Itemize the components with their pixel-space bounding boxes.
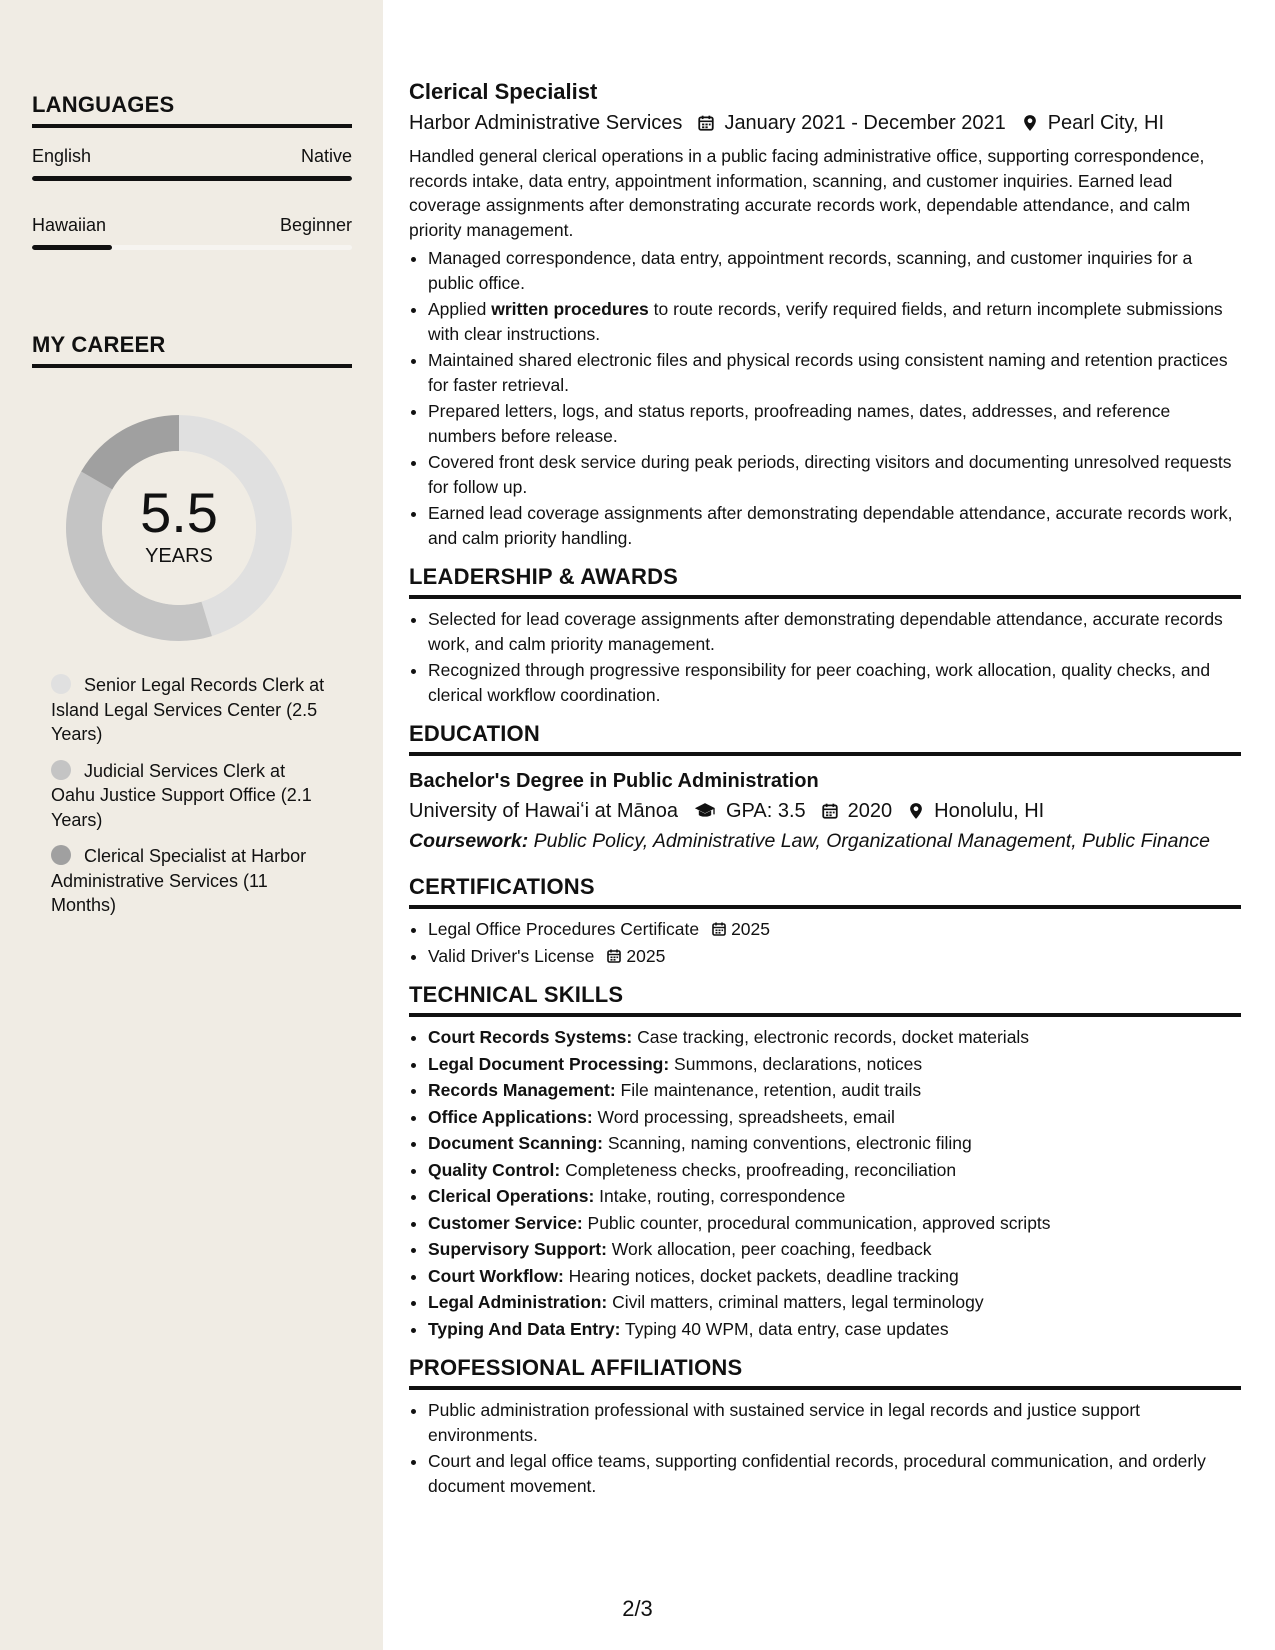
education-meta	[409, 796, 1241, 826]
bullet-text: Earned lead coverage assignments after demonstrating dependable attendance, accurate records work, and calm priority handling.	[428, 503, 1233, 548]
career-donut-chart	[66, 415, 292, 641]
affiliations-list	[409, 1398, 1241, 1498]
career-legend-text: Judicial Services Clerk at Oahu Justice Support Office (2.1 Years)	[51, 760, 312, 830]
skill-value: File maintenance, retention, audit trails	[615, 1080, 922, 1100]
language-proficiency-fill	[32, 176, 352, 181]
job-bullet	[428, 297, 1241, 346]
language-item	[32, 146, 352, 181]
education-degree: Bachelor's Degree in Public Administration	[409, 770, 819, 792]
affiliation-item: • Court and legal office teams, supporting confidential records, procedural communication, and orderly document movement.	[428, 1449, 1241, 1498]
skill-label: Document Scanning:	[428, 1133, 604, 1153]
bullet-text: Managed correspondence, data entry, appointment records, scanning, and customer inquiries for a public office.	[428, 248, 1193, 293]
skill-item	[428, 1078, 1241, 1103]
skill-value: Word processing, spreadsheets, email	[592, 1106, 895, 1127]
career-total	[66, 415, 292, 641]
education-location: Honolulu, HI	[934, 800, 1045, 822]
career-legend-item	[51, 844, 331, 918]
skill-label: Quality Control:	[428, 1159, 561, 1180]
location-pin-icon	[1020, 113, 1040, 133]
skill-label: Legal Administration:	[428, 1292, 608, 1312]
skills-list	[409, 1025, 1241, 1341]
language-name: Hawaiian	[32, 215, 107, 235]
job-location: Pearl City, HI	[1047, 112, 1165, 134]
graduation-cap-icon	[692, 801, 718, 821]
language-name: English	[32, 146, 92, 166]
language-proficiency-bar	[32, 176, 352, 181]
career-heading: MY CAREER	[32, 332, 352, 368]
languages-heading: LANGUAGES	[32, 92, 352, 128]
bullet-text: Applied	[428, 299, 492, 319]
career-total-value: 5.5	[140, 480, 218, 544]
legend-dot	[51, 760, 71, 780]
certification-item	[428, 944, 1241, 969]
leadership-item: • Recognized through progressive responsibility for peer coaching, work allocation, quality checks, and clerical workflow coordination.	[428, 658, 1241, 707]
education-gpa: GPA: 3.5	[726, 800, 806, 822]
skill-value: Civil matters, criminal matters, legal terminology	[607, 1292, 984, 1312]
job-bullet	[428, 348, 1241, 397]
education-coursework	[409, 826, 1241, 856]
skill-label: Customer Service:	[428, 1212, 583, 1233]
education-school: University of Hawaiʻi at Mānoa	[409, 800, 678, 822]
skill-label: Records Management:	[428, 1080, 616, 1100]
job-company: Harbor Administrative Services	[409, 112, 683, 134]
skill-value: Typing 40 WPM, data entry, case updates	[620, 1318, 949, 1339]
certifications-heading: CERTIFICATIONS	[409, 874, 1241, 909]
career-legend-text: Senior Legal Records Clerk at Island Legal Services Center (2.5 Years)	[51, 675, 325, 744]
page-number-text: 2/3	[622, 1596, 653, 1621]
education-year: 2020	[847, 800, 893, 822]
skill-item	[428, 1184, 1241, 1209]
skill-value: Case tracking, electronic records, docket materials	[632, 1027, 1030, 1047]
skill-item	[428, 1211, 1241, 1236]
location-pin-icon	[906, 801, 926, 821]
leadership-item: • Selected for lead coverage assignments after demonstrating dependable attendance, accurate records work, and calm priority management.	[428, 607, 1241, 656]
career-total-unit: YEARS	[145, 544, 213, 567]
certification-year: 2025	[626, 945, 666, 966]
skill-label: Court Workflow:	[428, 1265, 564, 1286]
page-number	[0, 1596, 1275, 1622]
language-item	[32, 215, 352, 250]
career-legend-item	[51, 673, 331, 747]
skill-item	[428, 1052, 1241, 1077]
main-content	[409, 76, 1241, 1500]
calendar-icon	[711, 921, 727, 937]
bullet-bold-text: written procedures	[491, 299, 649, 319]
calendar-icon	[696, 113, 716, 133]
legend-dot	[51, 845, 71, 865]
job-title: Clerical Specialist	[409, 79, 598, 104]
job-meta	[409, 108, 1241, 138]
job-summary: Handled general clerical operations in a public facing administrative office, supporting correspondence, records intake, data entry, appointment information, scanning, and customer inquiries. Earned lead coverage assignments after demonstrating accurate records work, dependable attendance, and calm priority management.	[409, 146, 1205, 240]
skill-value: Intake, routing, correspondence	[594, 1186, 846, 1206]
skill-item	[428, 1237, 1241, 1262]
languages-section	[32, 92, 352, 250]
job-bullet	[428, 501, 1241, 550]
bullet-text: Maintained shared electronic files and physical records using consistent naming and retention practices for faster retrieval.	[428, 350, 1228, 395]
skill-value: Summons, declarations, notices	[669, 1053, 923, 1074]
bullet-text: Covered front desk service during peak periods, directing visitors and documenting unresolved requests for follow up.	[428, 452, 1232, 497]
affiliations-heading: PROFESSIONAL AFFILIATIONS	[409, 1355, 1241, 1390]
calendar-icon	[606, 948, 622, 964]
skill-value: Work allocation, peer coaching, feedback	[606, 1239, 932, 1259]
bullet-text: to route records, verify required fields, and return incomplete submissions with clear instructions.	[428, 299, 1223, 344]
education-heading: EDUCATION	[409, 721, 1241, 756]
job-bullets	[409, 246, 1241, 550]
career-legend	[51, 673, 331, 930]
certification-item	[428, 917, 1241, 942]
bullet-text: Prepared letters, logs, and status reports, proofreading names, dates, addresses, and reference numbers before release.	[428, 401, 1171, 446]
skill-item	[428, 1317, 1241, 1342]
skill-label: Office Applications:	[428, 1106, 593, 1127]
skill-item	[428, 1105, 1241, 1130]
legend-dot	[51, 674, 71, 694]
certification-name: • Valid Driver's License	[428, 945, 595, 966]
language-proficiency-bar	[32, 245, 352, 250]
skill-item	[428, 1158, 1241, 1183]
career-legend-text: Clerical Specialist at Harbor Administrative Services (11 Months)	[51, 846, 307, 915]
skill-label: Supervisory Support:	[428, 1239, 607, 1259]
job-bullet	[428, 450, 1241, 499]
career-section	[32, 332, 352, 368]
certification-name: • Legal Office Procedures Certificate	[428, 919, 700, 939]
language-proficiency-fill	[32, 245, 112, 250]
skill-value: Public counter, procedural communication, approved scripts	[582, 1212, 1051, 1233]
skill-item	[428, 1025, 1241, 1050]
skill-label: Typing And Data Entry:	[428, 1318, 621, 1339]
skill-value: Hearing notices, docket packets, deadline tracking	[563, 1265, 959, 1286]
skill-label: Court Records Systems:	[428, 1027, 633, 1047]
job-bullet	[428, 399, 1241, 448]
skill-label: Clerical Operations:	[428, 1186, 595, 1206]
certifications-list	[409, 917, 1241, 968]
language-level: Native	[300, 146, 352, 166]
certification-year: 2025	[731, 919, 770, 939]
career-legend-item	[51, 759, 331, 833]
skill-item	[428, 1290, 1241, 1315]
job-bullet	[428, 246, 1241, 295]
skill-label: Legal Document Processing:	[428, 1053, 670, 1074]
affiliation-item: • Public administration professional with sustained service in legal records and justice support environments.	[428, 1398, 1241, 1447]
job-entry	[409, 76, 1241, 550]
skill-item	[428, 1264, 1241, 1289]
skills-heading: TECHNICAL SKILLS	[409, 982, 1241, 1017]
coursework-text: Public Policy, Administrative Law, Organizational Management, Public Finance	[528, 830, 1210, 852]
skill-item	[428, 1131, 1241, 1156]
job-dates: January 2021 - December 2021	[724, 112, 1006, 134]
coursework-label: Coursework:	[409, 830, 529, 852]
sidebar	[0, 0, 383, 1650]
leadership-heading: LEADERSHIP & AWARDS	[409, 564, 1241, 599]
language-level: Beginner	[279, 215, 352, 235]
skill-value: Scanning, naming conventions, electronic filing	[603, 1133, 972, 1153]
skill-value: Completeness checks, proofreading, reconciliation	[560, 1159, 957, 1180]
calendar-icon	[820, 801, 840, 821]
leadership-list	[409, 607, 1241, 707]
